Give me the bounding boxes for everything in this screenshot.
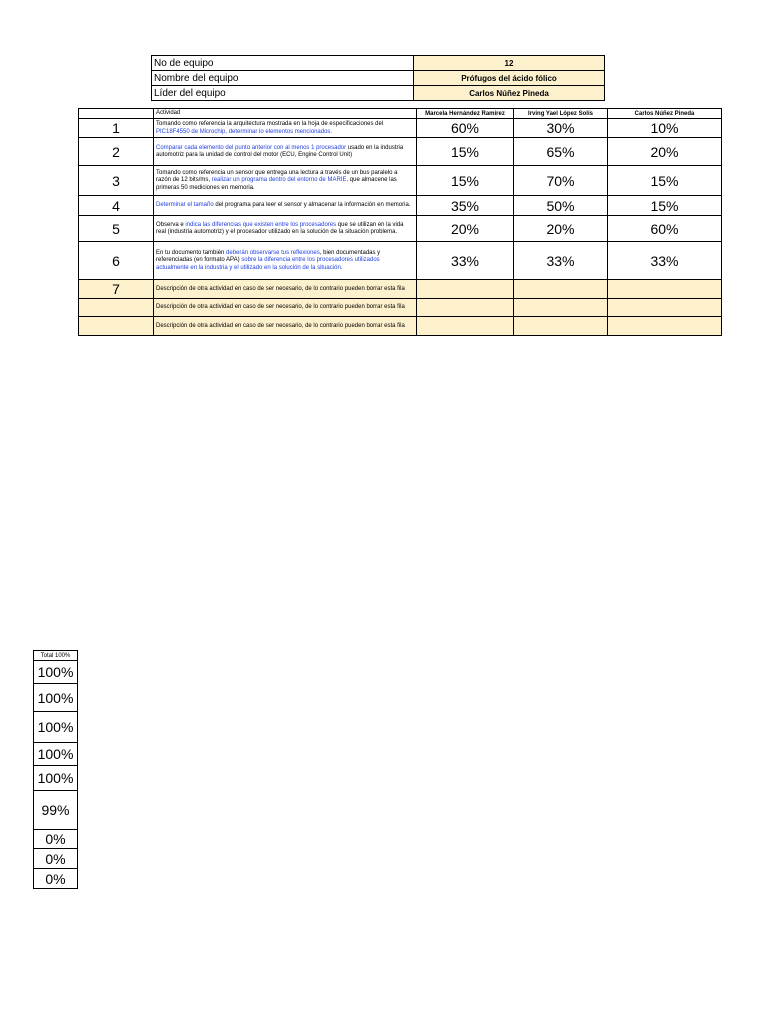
total-value-cell[interactable]: 100% [34,743,78,766]
team-name-value[interactable]: Prófugos del ácido fólico [414,71,605,86]
team-info-table [151,55,605,101]
table-row [79,166,722,196]
percentage-cell-member-3[interactable]: 10% [608,119,722,138]
description-text: usado en la industria automotriz para la unidad de control del motor (ECU, Engine Control Unit) [156,144,404,158]
activity-number-cell[interactable]: 5 [79,216,154,242]
description-text: Descripción de otra actividad en caso de ser necesario, de lo contrario pueden borrar esta fila [156,322,405,329]
table-row [79,216,722,242]
percentage-cell-member-2[interactable]: 65% [514,138,608,166]
percentage-cell-member-3[interactable]: 15% [608,196,722,216]
total-value-cell[interactable]: 100% [34,712,78,743]
percentage-cell-member-3[interactable]: 20% [608,138,722,166]
percentage-cell-member-2[interactable] [514,317,608,336]
total-row [34,743,78,766]
totals-header[interactable]: Total 100% [34,651,78,661]
percentage-cell-member-3[interactable] [608,317,722,336]
totals-column [33,650,78,889]
activity-rows [79,119,722,336]
total-value-cell[interactable]: 100% [34,766,78,791]
percentage-cell-member-1[interactable]: 60% [417,119,514,138]
total-row [34,766,78,791]
activity-number-cell[interactable] [79,299,154,317]
percentage-cell-member-2[interactable]: 50% [514,196,608,216]
header-member-2[interactable]: Irving Yael López Solís [514,109,608,119]
table-row [79,119,722,138]
table-row [79,299,722,317]
total-value-cell[interactable]: 100% [34,661,78,684]
total-row [34,869,78,889]
activity-description-cell[interactable] [154,242,417,280]
description-text: que almacene las primeras 50 mediciones en memoria. [156,177,397,191]
highlighted-text: PIC18F4550 de Microchip, determinar lo elementos mencionados. [156,128,333,135]
percentage-cell-member-3[interactable]: 15% [608,166,722,196]
percentage-cell-member-1[interactable] [417,299,514,317]
header-activity[interactable]: Actividad [154,109,417,119]
percentage-cell-member-1[interactable]: 35% [417,196,514,216]
team-number-row [152,56,605,71]
highlighted-text: realizar un programa dentro del entorno de MARIE, [211,177,349,184]
activity-description-cell[interactable] [154,119,417,138]
activity-number-cell[interactable] [79,317,154,336]
activity-description-cell[interactable] [154,317,417,336]
percentage-cell-member-3[interactable] [608,280,722,299]
table-row [79,280,722,299]
activity-description-cell[interactable] [154,196,417,216]
header-number-cell[interactable] [79,109,154,119]
totals-rows [34,661,78,889]
percentage-cell-member-1[interactable]: 33% [417,242,514,280]
team-leader-value[interactable]: Carlos Núñez Pineda [414,86,605,101]
percentage-cell-member-1[interactable] [417,317,514,336]
description-text: Descripción de otra actividad en caso de ser necesario, de lo contrario pueden borrar esta fila [156,304,405,311]
total-row [34,849,78,869]
activity-description-cell[interactable] [154,299,417,317]
header-member-3[interactable]: Carlos Núñez Pineda [608,109,722,119]
percentage-cell-member-3[interactable] [608,299,722,317]
total-row [34,661,78,684]
activity-description-cell[interactable] [154,216,417,242]
percentage-cell-member-2[interactable]: 20% [514,216,608,242]
description-text: del programa para leer el sensor y almacenar la información en memoria. [213,202,411,209]
activity-participation-table [78,108,722,336]
team-name-row [152,71,605,86]
highlighted-text: sobre la diferencia entre los procesadores utilizados actualmente en la industria y el utilizado en la solución de la situación. [156,257,380,271]
header-member-1[interactable]: Marcela Hernández Ramírez [417,109,514,119]
team-leader-row [152,86,605,101]
team-number-value[interactable]: 12 [414,56,605,71]
description-text: Observa e [156,221,186,228]
percentage-cell-member-2[interactable] [514,299,608,317]
table-row [79,242,722,280]
percentage-cell-member-3[interactable]: 33% [608,242,722,280]
total-value-cell[interactable]: 0% [34,830,78,849]
total-row [34,684,78,712]
highlighted-text: Determinar el tamaño [156,202,214,209]
totals-header-row [34,651,78,661]
table-row [79,138,722,166]
highlighted-text: deberán observarse tus reflexiones [226,249,320,256]
table-header-row [79,109,722,119]
table-row [79,317,722,336]
description-text: Descripción de otra actividad en caso de ser necesario, de lo contrario pueden borrar esta fila [156,285,405,292]
activity-number-cell[interactable]: 2 [79,138,154,166]
percentage-cell-member-2[interactable]: 70% [514,166,608,196]
percentage-cell-member-3[interactable]: 60% [608,216,722,242]
percentage-cell-member-1[interactable] [417,280,514,299]
description-text: Tomando como referencia un sensor que entrega una lectura a través de un bus paralelo a razón de 12 bits/ms, [156,169,398,184]
percentage-cell-member-1[interactable]: 15% [417,166,514,196]
activity-number-cell[interactable]: 3 [79,166,154,196]
description-text: que se utilizan en la vida real (industria automotriz) y el procesador utilizado en la solución de la situación problema. [156,221,404,235]
activity-description-cell[interactable] [154,280,417,299]
activity-description-cell[interactable] [154,166,417,196]
total-value-cell[interactable]: 99% [34,791,78,830]
description-text: , bien documentadas y referenciadas (en formato APA) [156,249,381,264]
activity-number-cell[interactable]: 6 [79,242,154,280]
activity-description-cell[interactable] [154,138,417,166]
team-leader-label[interactable]: Líder del equipo [152,86,414,101]
total-row [34,712,78,743]
percentage-cell-member-1[interactable]: 20% [417,216,514,242]
percentage-cell-member-2[interactable]: 33% [514,242,608,280]
total-row [34,791,78,830]
total-row [34,830,78,849]
team-number-label[interactable]: No de equipo [152,56,414,71]
activity-number-cell[interactable]: 7 [79,280,154,299]
percentage-cell-member-1[interactable]: 15% [417,138,514,166]
table-row [79,196,722,216]
description-text: Tomando como referencia la arquitectura mostrada en la hoja de especificaciones del [156,121,384,127]
total-value-cell[interactable]: 100% [34,684,78,712]
highlighted-text: Comparar cada elemento del punto anterior con al menos 1 procesador [156,144,347,151]
activity-number-cell[interactable]: 1 [79,119,154,138]
activity-number-cell[interactable]: 4 [79,196,154,216]
description-text: En tu documento también [156,249,227,256]
team-name-label[interactable]: Nombre del equipo [152,71,414,86]
percentage-cell-member-2[interactable] [514,280,608,299]
total-value-cell[interactable]: 0% [34,869,78,889]
percentage-cell-member-2[interactable]: 30% [514,119,608,138]
highlighted-text: indica las diferencias que existen entre los procesadores [185,221,337,228]
total-value-cell[interactable]: 0% [34,849,78,869]
